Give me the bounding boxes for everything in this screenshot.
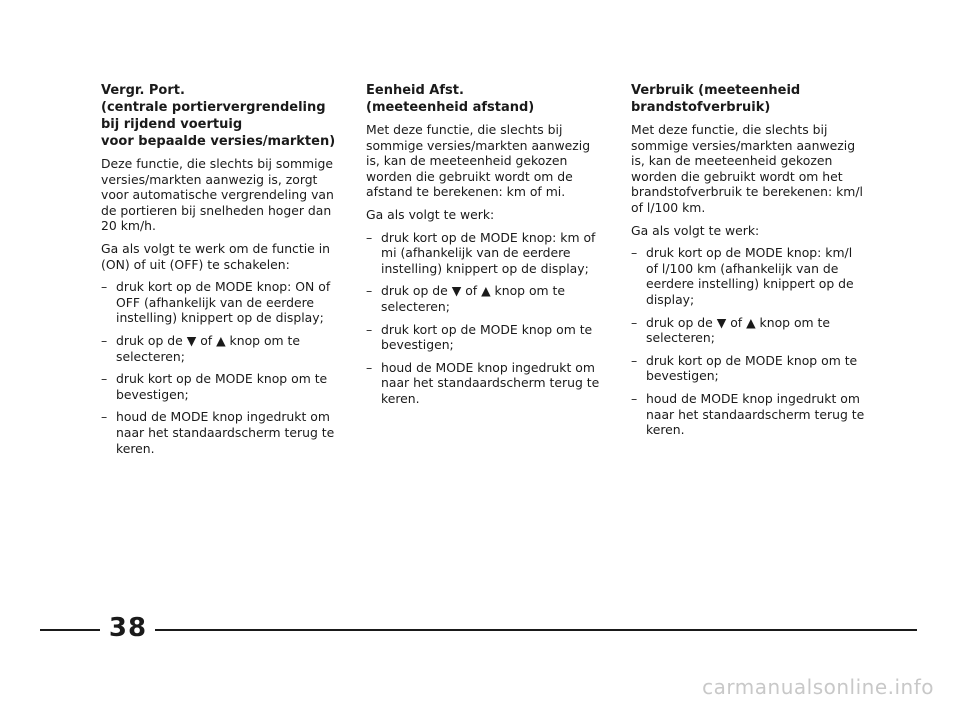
heading-line: Vergr. Port. xyxy=(101,83,185,98)
list-item xyxy=(631,245,867,307)
step-text: houd de MODE knop ingedrukt om naar het standaardscherm terug te keren. xyxy=(381,359,600,406)
list-item xyxy=(101,409,337,456)
column-distance-unit xyxy=(366,82,602,414)
section-heading xyxy=(101,82,337,150)
dash-bullet: – xyxy=(631,352,638,368)
body-paragraph: Ga als volgt te werk: xyxy=(631,222,760,238)
step-text: druk kort op de MODE knop om te bevestigen; xyxy=(116,371,328,402)
footer-rule-right xyxy=(155,629,917,631)
heading-line: (meeteenheid afstand) xyxy=(366,100,535,115)
step-text: druk kort op de MODE knop: km of mi (afhankelijk van de eerdere instelling) knippert op de display; xyxy=(381,229,596,276)
dash-bullet: – xyxy=(631,245,638,261)
watermark: carmanualsonline.info xyxy=(702,675,934,699)
body-paragraph: Ga als volgt te werk om de functie in (ON) of uit (OFF) te schakelen: xyxy=(101,240,331,272)
step-text: houd de MODE knop ingedrukt om naar het standaardscherm terug te keren. xyxy=(646,390,865,438)
dash-bullet: – xyxy=(366,359,373,375)
dash-bullet: – xyxy=(631,314,638,330)
list-item xyxy=(366,322,602,353)
step-text: druk kort op de MODE knop om te bevestigen; xyxy=(381,321,593,353)
column-door-lock xyxy=(101,82,337,463)
body-paragraph: Ga als volgt te werk: xyxy=(366,206,495,222)
step-text: druk kort op de MODE knop: km/l of l/100 km (afhankelijk van de eerdere instelling) knippert op de display; xyxy=(646,245,854,307)
heading-line: bij rijdend voertuig xyxy=(101,117,243,132)
step-text: druk kort op de MODE knop om te bevestigen; xyxy=(646,352,858,384)
list-item xyxy=(366,283,602,314)
dash-bullet: – xyxy=(366,321,373,337)
list-item xyxy=(631,315,867,346)
dash-bullet: – xyxy=(101,279,108,295)
list-item xyxy=(101,371,337,402)
section-heading xyxy=(631,82,867,116)
footer-rule-left xyxy=(40,629,100,631)
step-text: druk op de ▼ of ▲ knop om te selecteren; xyxy=(646,314,831,346)
dash-bullet: – xyxy=(101,371,108,387)
step-list xyxy=(631,245,867,438)
heading-line: voor bepaalde versies/markten) xyxy=(101,134,336,149)
list-item xyxy=(631,353,867,384)
dash-bullet: – xyxy=(101,409,108,425)
list-item xyxy=(631,391,867,438)
page-number: 38 xyxy=(108,613,148,643)
step-text: druk op de ▼ of ▲ knop om te selecteren; xyxy=(381,283,566,314)
heading-line: Eenheid Afst. xyxy=(366,83,464,98)
step-text: houd de MODE knop ingedrukt om naar het standaardscherm terug te keren. xyxy=(116,409,335,456)
section-heading xyxy=(366,82,602,116)
body-paragraph: Deze functie, die slechts bij sommige versies/markten aanwezig is, zorgt voor automatische vergrendeling van de portieren bij snelheden hoger dan 20 km/h. xyxy=(101,156,334,234)
step-list xyxy=(101,279,337,456)
step-text: druk op de ▼ of ▲ knop om te selecteren; xyxy=(116,332,301,364)
list-item xyxy=(101,279,337,326)
list-item xyxy=(101,333,337,364)
step-list xyxy=(366,230,602,407)
column-fuel-consumption-unit xyxy=(631,82,867,445)
list-item xyxy=(366,230,602,277)
body-paragraph: Met deze functie, die slechts bij sommige versies/markten aanwezig is, kan de meeteenheid gekozen worden die gebruikt wordt om het brandstofverbruik te berekenen: km/l of l/100 km. xyxy=(631,122,863,215)
heading-line: brandstofverbruik) xyxy=(631,100,771,115)
list-item xyxy=(366,360,602,407)
dash-bullet: – xyxy=(631,390,638,406)
dash-bullet: – xyxy=(101,332,108,348)
step-text: druk kort op de MODE knop: ON of OFF (afhankelijk van de eerdere instelling) knippert op de display; xyxy=(116,279,331,326)
dash-bullet: – xyxy=(366,229,373,245)
dash-bullet: – xyxy=(366,283,373,299)
heading-line: (centrale portiervergrendeling xyxy=(101,100,326,115)
heading-line: Verbruik (meeteenheid xyxy=(631,83,801,98)
body-paragraph: Met deze functie, die slechts bij sommige versies/markten aanwezig is, kan de meeteenheid gekozen worden die gebruikt wordt om de afstand te berekenen: km of mi. xyxy=(366,122,591,200)
